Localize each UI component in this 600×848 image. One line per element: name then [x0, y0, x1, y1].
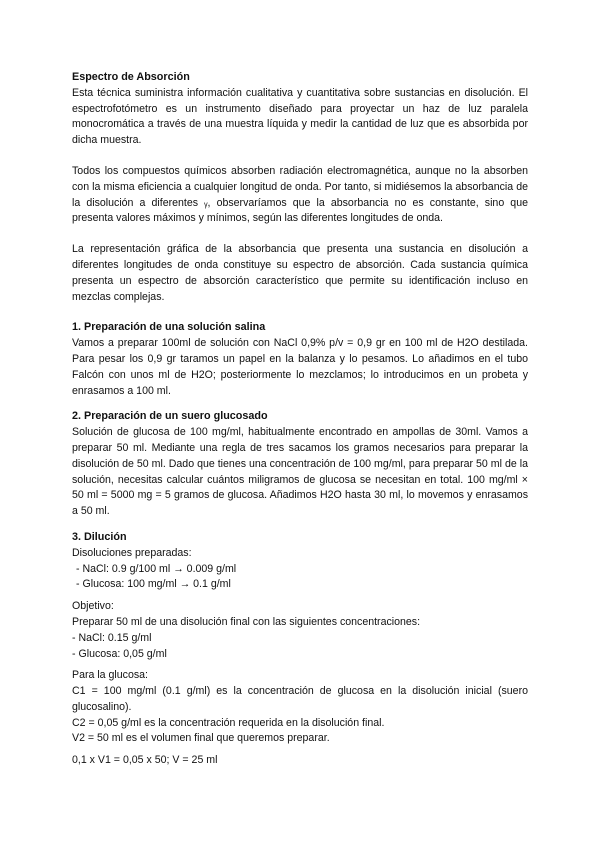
intro-paragraph-2: Todos los compuestos químicos absorben radiación electromagnética, aunque no la absorben con la misma eficiencia a cualquier longitud de onda. Por tanto, si midiésemos la absorbancia de la disolución a diferentes ᵧ, observaríamos que la absorbancia no es constante, sino que presenta valores máximos y mínimos, según las diferentes longitudes de onda.: [72, 164, 528, 225]
prepared-item-glucose: - Glucosa: 100 mg/ml → 0.1 g/ml: [76, 578, 231, 591]
intro-paragraph-3: La representación gráfica de la absorbancia que presenta una sustancia en disolución a diferentes longitudes de onda constituye su espectro de absorción. Cada sustancia química presenta un espectro de absorción característico que permite su identificación incluso en mezclas complejas.: [72, 243, 528, 303]
section2-heading: 2. Preparación de un suero glucosado: [72, 410, 268, 423]
intro-heading: Espectro de Absorción: [72, 71, 190, 83]
objective-item-glucose: - Glucosa: 0,05 g/ml: [72, 647, 167, 660]
glucose-label: Para la glucosa:: [72, 669, 148, 682]
objective-label: Objetivo:: [72, 600, 114, 613]
section2-body: Solución de glucosa de 100 mg/ml, habitualmente encontrado en ampollas de 30ml. Vamos a preparar 50 ml. Mediante una regla de tres sacamos los gramos necesarios para preparar la disolución de 50 ml. Dado que tienes una concentración de 100 mg/ml, para preparar 50 ml de la solución, necesitas calcular cuántos miligramos de glucosa se necesitan en total. 100 mg/ml × 50 ml = 5000 mg = 5 gramos de glucosa. Añadimos H2O hasta 30 ml, lo movemos y enrasamos a 50 ml.: [72, 426, 528, 518]
section3-heading: 3. Dilución: [72, 530, 127, 543]
v2-definition: V2 = 50 ml es el volumen final que queremos preparar.: [72, 732, 330, 745]
prepared-label: Disoluciones preparadas:: [72, 546, 192, 559]
c2-definition: C2 = 0,05 g/ml es la concentración requerida en la disolución final.: [72, 716, 385, 729]
objective-item-nacl: - NaCl: 0.15 g/ml: [72, 631, 152, 644]
dilution-equation: 0,1 x V1 = 0,05 x 50; V = 25 ml: [72, 754, 218, 767]
section1-body: Vamos a preparar 100ml de solución con NaCl 0,9% p/v = 0,9 gr en 100 ml de H2O destilada. Para pesar los 0,9 gr taramos un papel en la balanza y lo pesamos. Lo añadimos en el tubo Falcón con unos ml de H2O; posteriormente lo mezclamos; lo introducimos en un probeta y enrasamos a 100 ml.: [72, 337, 528, 397]
c1-definition: C1 = 100 mg/ml (0.1 g/ml) es la concentración de glucosa en la disolución inicial (suero glucosalino).: [72, 685, 528, 713]
prepared-item-nacl: - NaCl: 0.9 g/100 ml → 0.009 g/ml: [76, 562, 237, 575]
objective-text: Preparar 50 ml de una disolución final con las siguientes concentraciones:: [72, 615, 421, 628]
section1-heading: 1. Preparación de una solución salina: [72, 321, 266, 334]
intro-paragraph-1: Esta técnica suministra información cualitativa y cuantitativa sobre sustancias en disolución. El espectrofotómetro es un instrumento diseñado para proyectar un haz de luz paralela monocromática a través de una muestra líquida y medir la cantidad de luz que es absorbida por dicha muestra.: [72, 86, 528, 147]
